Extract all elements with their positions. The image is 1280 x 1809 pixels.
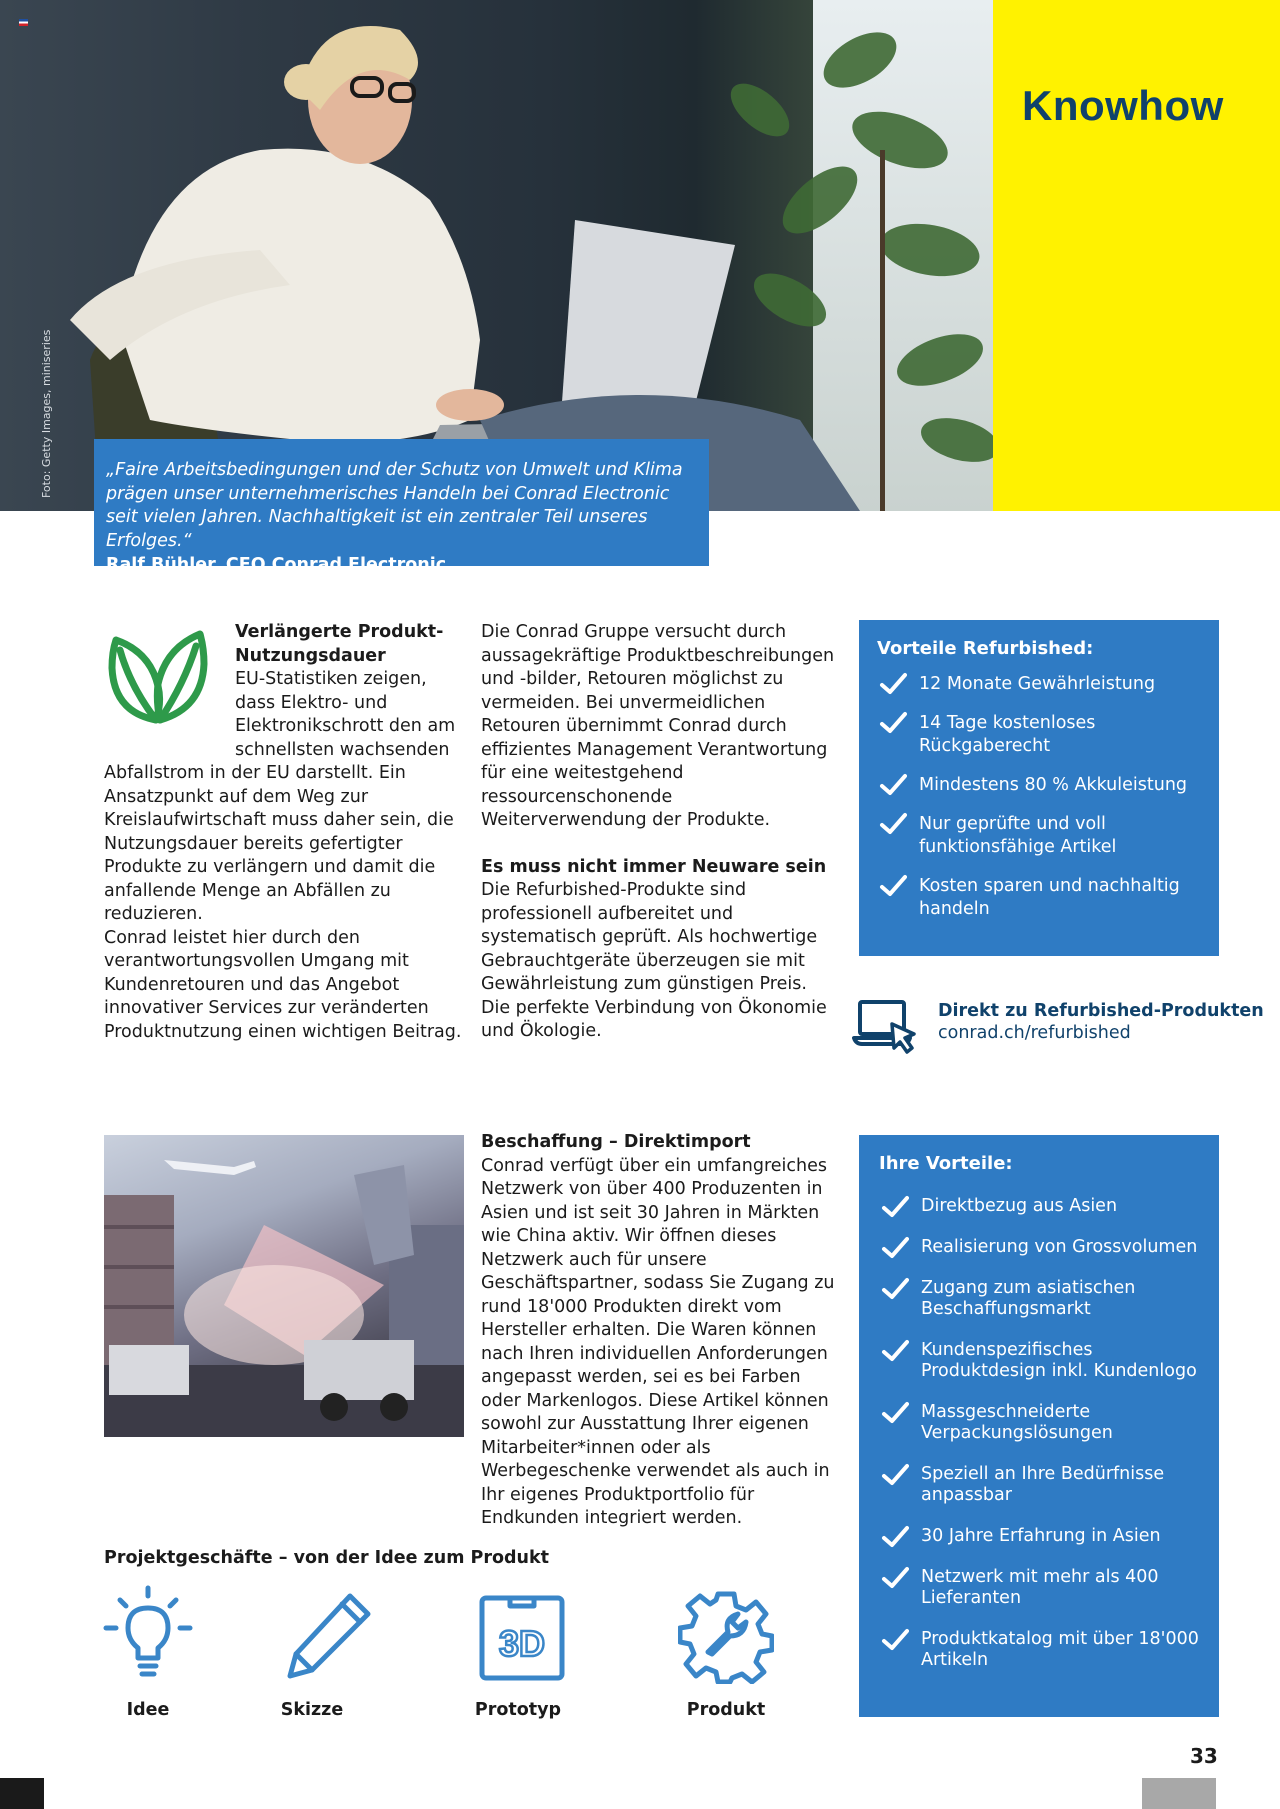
sourcing-heading: Beschaffung – Direktimport bbox=[481, 1132, 751, 1152]
benefit-item bbox=[877, 712, 1201, 758]
advantage-text: Zugang zum asiatischen Beschaffungsmarkt bbox=[921, 1278, 1136, 1319]
benefit-item bbox=[877, 813, 1201, 859]
hero-photo bbox=[0, 0, 993, 511]
refurbished-benefits-list bbox=[877, 673, 1201, 921]
leaf-icon-spacer bbox=[104, 621, 235, 756]
refurbished-box-title: Vorteile Refurbished: bbox=[877, 638, 1094, 659]
check-icon bbox=[881, 1337, 909, 1365]
step-skizze: Skizze bbox=[280, 1700, 344, 1720]
advantage-item bbox=[879, 1402, 1201, 1444]
logistics-illustration bbox=[104, 1135, 464, 1437]
quote-box bbox=[94, 439, 709, 575]
refurbished-url[interactable]: conrad.ch/refurbished bbox=[938, 1023, 1131, 1043]
pencil-icon bbox=[278, 1590, 374, 1686]
check-icon bbox=[881, 1626, 909, 1654]
advantages-list bbox=[879, 1196, 1201, 1671]
step-produkt: Produkt bbox=[686, 1700, 766, 1720]
advantage-text: Kundenspezifisches Produktdesign inkl. Kundenlogo bbox=[921, 1340, 1197, 1381]
corner-mark-left bbox=[0, 1778, 44, 1809]
advantage-text: 30 Jahre Erfahrung in Asien bbox=[921, 1526, 1161, 1546]
lifetime-paragraph1: EU-Statistiken zeigen, dass Elektro- und Elektronikschrott den am schnellsten wachsenden Abfallstrom in der EU darstellt. Ein Ansatzpunkt auf dem Weg zur Kreislaufwirtschaft muss daher sein, die Nutzungsdauer bereits gefertigter Produkte zu verlängern und damit die anfallende Menge an Abfällen zu reduzieren. bbox=[104, 669, 456, 924]
advantage-text: Speziell an Ihre Bedürfnisse anpassbar bbox=[921, 1464, 1165, 1505]
quote-text: „Faire Arbeitsbedingungen und der Schutz von Umwelt und Klima prägen unser unternehmerisches Handeln bei Conrad Electronic seit vielen Jahren. Nachhaltigkeit ist ein zentraler Teil unseres Erfolges.“ bbox=[106, 460, 683, 551]
check-icon bbox=[879, 709, 907, 737]
step-prototyp: Prototyp bbox=[474, 1700, 562, 1720]
advantage-item bbox=[879, 1629, 1201, 1671]
benefit-text: 12 Monate Gewährleistung bbox=[919, 674, 1156, 694]
advantage-item bbox=[879, 1567, 1201, 1609]
benefit-text: Nur geprüfte und voll funktionsfähige Artikel bbox=[919, 814, 1117, 857]
benefit-text: 14 Tage kostenloses Rückgaberecht bbox=[919, 713, 1096, 756]
advantage-item bbox=[879, 1237, 1201, 1258]
hero-illustration bbox=[0, 0, 993, 511]
advantages-box-title: Ihre Vorteile: bbox=[879, 1153, 1013, 1174]
refurbished-benefits-box bbox=[859, 620, 1219, 956]
benefit-text: Kosten sparen und nachhaltig handeln bbox=[919, 876, 1180, 919]
check-icon bbox=[881, 1234, 909, 1262]
section-banner bbox=[993, 0, 1280, 511]
quote-author: Ralf Bühler, CEO Conrad Electronic bbox=[106, 555, 447, 575]
advantage-item bbox=[879, 1526, 1201, 1547]
advantage-text: Realisierung von Grossvolumen bbox=[921, 1237, 1198, 1257]
check-icon bbox=[879, 670, 907, 698]
advantage-item bbox=[879, 1340, 1201, 1382]
lightbulb-icon bbox=[100, 1584, 196, 1680]
3d-prototype-icon bbox=[474, 1590, 570, 1686]
check-icon bbox=[881, 1193, 909, 1221]
check-icon bbox=[881, 1399, 909, 1427]
lifetime-paragraph2: Conrad leistet hier durch den verantwortungsvollen Umgang mit Kundenretouren und das Angebot innovativer Services zur veränderten Produktnutzung einen wichtigen Beitrag. bbox=[104, 927, 462, 1042]
check-icon bbox=[879, 872, 907, 900]
lifetime-heading: Verlängerte Produkt-Nutzungsdauer bbox=[235, 622, 444, 666]
section-title: Knowhow bbox=[1022, 82, 1224, 129]
advantages-box bbox=[859, 1135, 1219, 1717]
photo-credit: Foto: Getty Images, miniseries bbox=[40, 329, 53, 498]
sourcing-paragraph: Conrad verfügt über ein umfangreiches Netzwerk von über 400 Produzenten in Asien und ist seit 30 Jahren in Märkten wie China aktiv. Wir öffnen dieses Netzwerk auch für unsere Geschäftspartner, sodass Sie Zugang zu rund 18'000 Produkten direkt vom Hersteller erhalten. Die Waren können nach Ihren individuellen Anforderungen angepasst werden, sei es bei Farben oder Markenlogos. Diese Artikel können sowohl zur Ausstattung Ihrer eigenen Mitarbeiter*innen oder als Werbegeschenke verwendet als auch in Ihr eigenes Produktportfolio für Endkunden integriert werden. bbox=[481, 1155, 835, 1528]
logistics-photo bbox=[104, 1135, 464, 1437]
benefit-text: Mindestens 80 % Akkuleistung bbox=[919, 775, 1188, 795]
neuware-paragraph: Die Refurbished-Produkte sind professionell aufbereitet und systematisch geprüft. Als hochwertige Gebrauchtgeräte überzeugen sie mit Gewährleistung zum günstigen Preis. Die perfekte Verbindung von Ökonomie und Ökologie. bbox=[481, 880, 827, 1041]
benefit-item bbox=[877, 673, 1201, 696]
advantage-item bbox=[879, 1464, 1201, 1506]
benefit-item bbox=[877, 875, 1201, 921]
check-icon bbox=[881, 1461, 909, 1489]
page-number: 33 bbox=[1190, 1744, 1218, 1768]
corner-mark-right bbox=[1142, 1778, 1216, 1809]
advantage-text: Massgeschneiderte Verpackungslösungen bbox=[921, 1402, 1113, 1443]
refurbished-link[interactable]: Direkt zu Refurbished-Produkten bbox=[938, 1001, 1264, 1021]
step-idee: Idee bbox=[126, 1700, 170, 1720]
returns-section bbox=[481, 621, 841, 1044]
benefit-item bbox=[877, 774, 1201, 797]
flag-icon bbox=[19, 19, 28, 26]
neuware-heading: Es muss nicht immer Neuware sein bbox=[481, 856, 827, 877]
prototype-icon-text: 3D bbox=[498, 1623, 546, 1664]
monitor-cursor-icon bbox=[852, 998, 922, 1058]
check-icon bbox=[879, 810, 907, 838]
advantage-item bbox=[879, 1278, 1201, 1320]
project-heading: Projektgeschäfte – von der Idee zum Produkt bbox=[104, 1548, 549, 1568]
advantage-text: Direktbezug aus Asien bbox=[921, 1196, 1118, 1216]
returns-paragraph: Die Conrad Gruppe versucht durch aussagekräftige Produktbeschreibungen und -bilder, Retouren möglichst zu vermeiden. Bei unvermeidlichen Retouren übernimmt Conrad durch effizientes Management Verantwortung für eine weitestgehend ressourcenschonende Weiterverwendung der Produkte. bbox=[481, 622, 835, 830]
sourcing-section bbox=[481, 1131, 841, 1531]
lifetime-section bbox=[104, 621, 464, 1044]
check-icon bbox=[879, 771, 907, 799]
advantage-text: Produktkatalog mit über 18'000 Artikeln bbox=[921, 1629, 1199, 1670]
check-icon bbox=[881, 1523, 909, 1551]
advantage-text: Netzwerk mit mehr als 400 Lieferanten bbox=[921, 1567, 1159, 1608]
check-icon bbox=[881, 1275, 909, 1303]
check-icon bbox=[881, 1564, 909, 1592]
advantage-item bbox=[879, 1196, 1201, 1217]
gear-wrench-icon bbox=[678, 1588, 774, 1684]
